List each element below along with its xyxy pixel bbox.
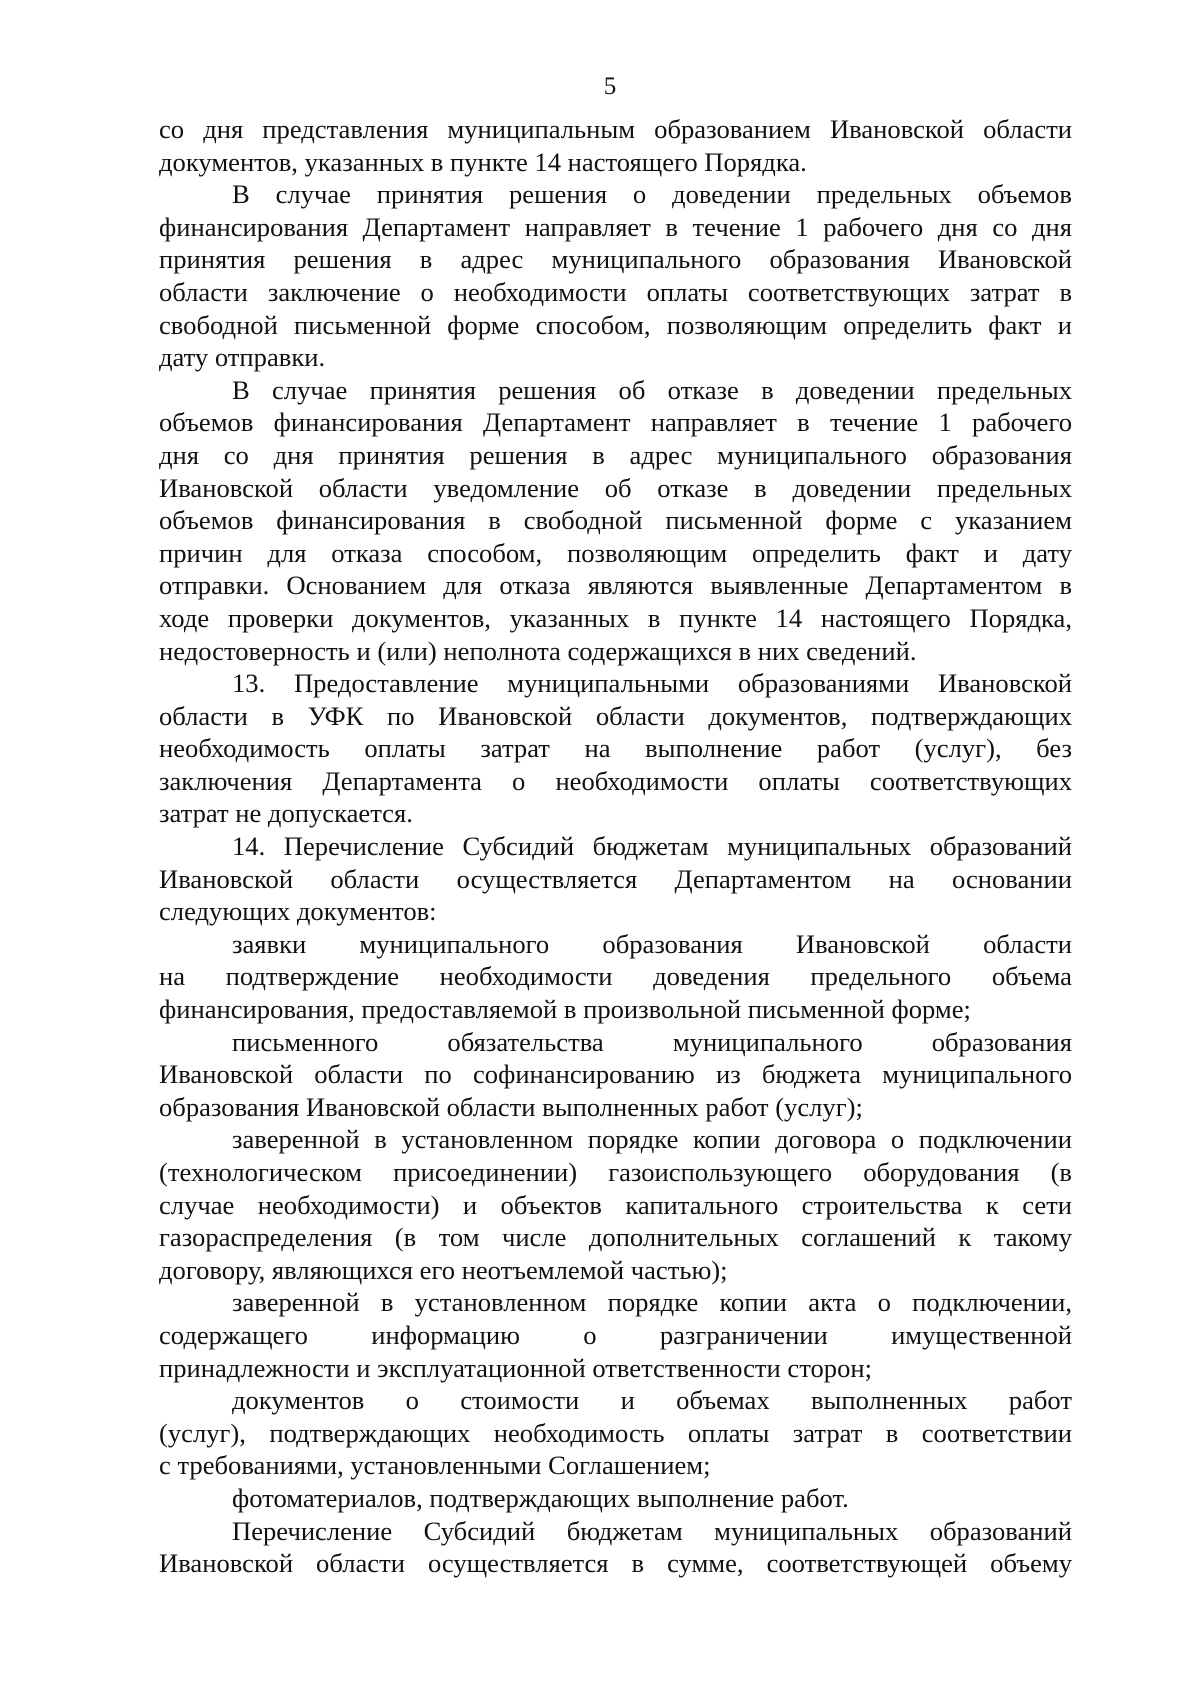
text-line: объемов финансирования Департамент направляет в течение 1 рабочего	[159, 407, 1072, 438]
text-line: документов о стоимости и объемах выполненных работ	[232, 1385, 1072, 1416]
text-line: (услуг), подтверждающих необходимость оплаты затрат в соответствии	[159, 1417, 1072, 1448]
text-line: письменного обязательства муниципального образования	[232, 1026, 1072, 1057]
text-line: заверенной в установленном порядке копии договора о подключении	[232, 1124, 1072, 1155]
text-line: образования Ивановской области выполненных работ (услуг);	[159, 1091, 863, 1122]
text-line: причин для отказа способом, позволяющим определить факт и дату	[159, 537, 1072, 568]
text-line: объемов финансирования в свободной письменной форме с указанием	[159, 505, 1072, 536]
text-line: затрат не допускается.	[159, 798, 413, 829]
text-line: Ивановской области осуществляется в сумме, соответствующей объему	[159, 1548, 1072, 1579]
text-line: содержащего информацию о разграничении имущественной	[159, 1319, 1072, 1350]
text-line: документов, указанных в пункте 14 настоящего Порядка.	[159, 146, 807, 177]
text-line: (технологическом присоединении) газоиспользующего оборудования (в	[159, 1157, 1072, 1187]
text-line: 14. Перечисление Субсидий бюджетам муниципальных образований	[232, 831, 1072, 862]
text-line: дату отправки.	[159, 342, 326, 373]
text-line: принадлежности и эксплуатационной ответственности сторон;	[159, 1352, 873, 1383]
text-line: случае необходимости) и объектов капитального строительства к сети	[159, 1189, 1072, 1220]
text-line: ходе проверки документов, указанных в пункте 14 настоящего Порядка,	[159, 602, 1072, 633]
text-line: принятия решения в адрес муниципального образования Ивановской	[159, 244, 1072, 275]
text-line: отправки. Основанием для отказа являются выявленные Департаментом в	[159, 570, 1072, 601]
text-line: заключения Департамента о необходимости оплаты соответствующих	[159, 765, 1072, 796]
text-line: В случае принятия решения о доведении предельных объемов	[232, 179, 1072, 210]
text-line: необходимость оплаты затрат на выполнение работ (услуг), без	[159, 733, 1072, 764]
text-line: со дня представления муниципальным образованием Ивановской области	[159, 114, 1072, 144]
text-line: финансирования Департамент направляет в течение 1 рабочего дня со дня	[159, 211, 1072, 242]
text-line: заявки муниципального образования Ивановской области	[232, 928, 1072, 959]
text-line: договору, являющихся его неотъемлемой частью);	[159, 1254, 728, 1285]
text-line: Ивановской области осуществляется Департаментом на основании	[159, 863, 1072, 894]
text-line: Ивановской области по софинансированию из бюджета муниципального	[159, 1059, 1072, 1090]
text-line: заверенной в установленном порядке копии акта о подключении,	[232, 1287, 1072, 1318]
text-line: Ивановской области уведомление об отказе в доведении предельных	[159, 472, 1072, 503]
text-line: недостоверность и (или) неполнота содержащихся в них сведений.	[159, 635, 917, 666]
text-line: дня со дня принятия решения в адрес муниципального образования	[159, 439, 1072, 470]
text-line: фотоматериалов, подтверждающих выполнение работ.	[232, 1482, 849, 1513]
text-line: области заключение о необходимости оплаты соответствующих затрат в	[159, 276, 1072, 307]
text-line: следующих документов:	[159, 896, 437, 927]
text-line: В случае принятия решения об отказе в доведении предельных	[232, 374, 1072, 405]
text-line: с требованиями, установленными Соглашением;	[159, 1450, 711, 1481]
text-line: 13. Предоставление муниципальными образованиями Ивановской	[232, 668, 1072, 699]
text-line: на подтверждение необходимости доведения предельного объема	[159, 961, 1072, 992]
text-line: свободной письменной форме способом, позволяющим определить факт и	[159, 309, 1072, 340]
page-number: 5	[603, 73, 617, 100]
text-line: Перечисление Субсидий бюджетам муниципальных образований	[232, 1515, 1072, 1546]
text-line: области в УФК по Ивановской области документов, подтверждающих	[159, 700, 1072, 731]
document-body	[159, 113, 1072, 1580]
text-line: финансирования, предоставляемой в произвольной письменной форме;	[159, 994, 971, 1025]
text-line: газораспределения (в том числе дополнительных соглашений к такому	[159, 1222, 1072, 1253]
